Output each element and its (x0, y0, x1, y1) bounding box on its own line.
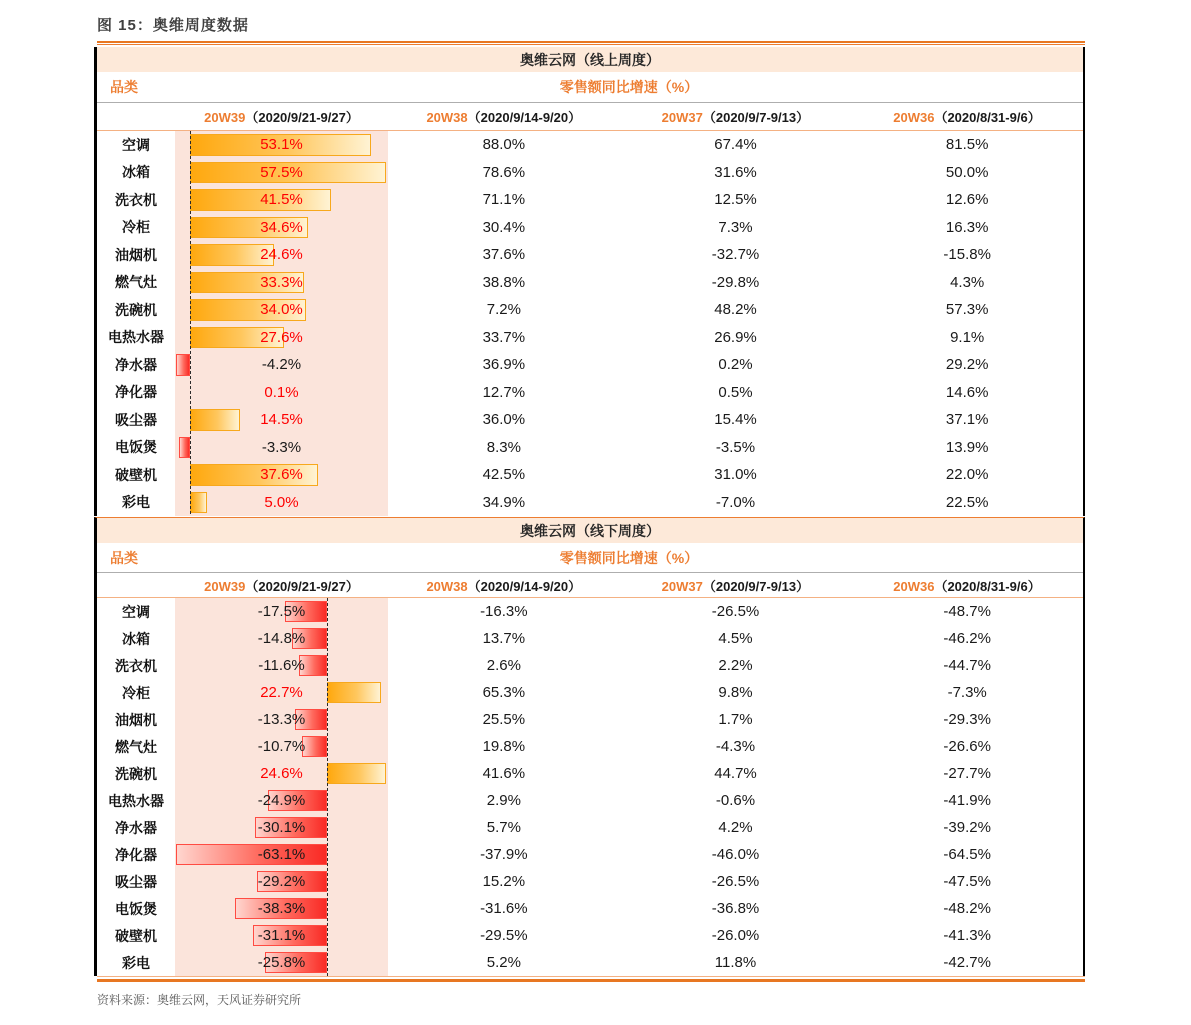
value-cell: 12.6% (945, 191, 989, 209)
value-cell: 4.3% (950, 273, 985, 291)
title-separator-rule (97, 41, 1085, 45)
value-cell: 7.2% (486, 301, 521, 319)
table-row (97, 269, 1083, 297)
category-cell: 油烟机 (115, 711, 157, 728)
bar-cell (175, 787, 388, 814)
value-cell: 30.4% (482, 218, 526, 236)
week-range: （2020/8/31-9/6） (934, 578, 1041, 594)
week-header-cell (175, 576, 388, 595)
week-range: （2020/9/14-9/20） (467, 578, 582, 594)
week-header-row (97, 573, 1083, 597)
value-cell: 2.2% (718, 657, 753, 674)
data-bar (179, 437, 190, 459)
bar-cell (175, 949, 388, 976)
week-range: （2020/9/21-9/27） (245, 578, 359, 594)
week-header-row (97, 103, 1083, 130)
week-header-cell (388, 576, 620, 595)
tables-container (94, 47, 1085, 976)
table-body (97, 131, 1083, 516)
value-cell: 67.4% (714, 136, 757, 154)
data-bar (190, 409, 239, 431)
bar-axis-line (190, 131, 191, 516)
table-row (97, 706, 1083, 733)
value-cell: -26.0% (711, 927, 760, 944)
bar-cell (175, 733, 388, 760)
category-cell: 冰箱 (122, 630, 150, 647)
week-header-cell (175, 107, 388, 126)
bar-value: -38.3% (257, 900, 306, 917)
value-cell: 12.5% (714, 191, 757, 209)
bar-cell (175, 406, 388, 434)
category-cell: 冷柜 (122, 684, 150, 701)
bar-value: 33.3% (260, 273, 303, 291)
bar-value: -4.2% (261, 356, 302, 374)
bar-value: -30.1% (257, 819, 306, 836)
table-title: 奥维云网（线下周度） (97, 518, 1083, 543)
table-row (97, 351, 1083, 379)
table-header-row (97, 72, 1083, 102)
value-cell: 14.6% (945, 383, 989, 401)
week-code: 20W39 (204, 578, 246, 594)
category-cell: 电热水器 (108, 792, 164, 809)
value-cell: 1.7% (718, 711, 753, 728)
category-cell: 洗碗机 (115, 301, 157, 318)
value-cell: 48.2% (714, 301, 757, 319)
table-row (97, 406, 1083, 434)
value-cell: 50.0% (945, 163, 989, 181)
bar-value: -63.1% (257, 846, 306, 863)
value-cell: -46.0% (711, 846, 760, 863)
category-cell: 吸尘器 (115, 873, 157, 890)
value-cell: -0.6% (715, 792, 756, 809)
bar-value: 37.6% (260, 466, 303, 484)
value-cell: -64.5% (943, 846, 991, 863)
bar-cell (175, 598, 388, 625)
category-cell: 空调 (122, 136, 150, 153)
bar-value: -24.9% (257, 792, 306, 809)
value-cell: -29.3% (943, 711, 991, 728)
week-header-cell (620, 107, 852, 126)
category-cell: 洗碗机 (115, 765, 157, 782)
value-cell: 33.7% (482, 328, 526, 346)
bar-value: 0.1% (264, 383, 299, 401)
value-cell: 0.5% (718, 383, 753, 401)
bar-cell (175, 922, 388, 949)
bar-value: -10.7% (257, 738, 306, 755)
bar-cell (175, 652, 388, 679)
table-header-row (97, 543, 1083, 572)
value-cell: -41.3% (943, 927, 991, 944)
value-cell: -32.7% (711, 246, 760, 264)
bar-cell (175, 625, 388, 652)
bar-value: 53.1% (260, 136, 303, 154)
value-cell: 88.0% (482, 136, 526, 154)
table-row (97, 841, 1083, 868)
bar-cell (175, 269, 388, 297)
table-row (97, 733, 1083, 760)
category-header: 品类 (110, 549, 138, 566)
value-cell: -48.2% (943, 900, 991, 917)
bar-cell (175, 489, 388, 517)
data-bar (327, 763, 386, 784)
value-cell: -46.2% (943, 630, 991, 647)
table-title: 奥维云网（线上周度） (97, 47, 1083, 72)
bar-value: -14.8% (257, 630, 306, 647)
metric-header: 零售额同比增速（%） (559, 549, 699, 566)
bar-value: 41.5% (260, 191, 303, 209)
value-cell: -44.7% (943, 657, 991, 674)
separator-thin-line (97, 44, 1085, 45)
bar-value: 24.6% (260, 765, 303, 782)
metric-header: 零售额同比增速（%） (559, 79, 699, 95)
bar-value: 57.5% (260, 163, 303, 181)
category-cell: 破壁机 (115, 927, 157, 944)
value-cell: -16.3% (480, 603, 528, 620)
value-cell: -7.0% (715, 493, 756, 511)
bar-cell (175, 895, 388, 922)
week-header-cell (851, 576, 1083, 595)
value-cell: 12.7% (482, 383, 526, 401)
separator-thick-line (97, 979, 1085, 982)
value-cell: 5.2% (486, 954, 521, 971)
value-cell: 5.7% (486, 819, 521, 836)
value-cell: 11.8% (714, 954, 757, 971)
value-cell: 25.5% (482, 711, 526, 728)
category-cell: 吸尘器 (115, 411, 157, 428)
value-cell: -15.8% (943, 246, 991, 264)
value-cell: 4.5% (718, 630, 753, 647)
bar-cell (175, 760, 388, 787)
category-cell: 洗衣机 (115, 657, 157, 674)
bar-value: 5.0% (264, 493, 299, 511)
week-code: 20W38 (426, 578, 468, 594)
category-cell: 电饭煲 (115, 439, 157, 456)
week-range: （2020/9/14-9/20） (467, 110, 582, 125)
value-cell: -39.2% (943, 819, 991, 836)
value-cell: 37.6% (482, 246, 526, 264)
value-cell: -26.5% (711, 873, 760, 890)
value-cell: 16.3% (945, 218, 989, 236)
value-cell: -37.9% (480, 846, 528, 863)
category-cell: 彩电 (122, 954, 150, 971)
value-cell: 15.2% (482, 873, 526, 890)
table-row (97, 652, 1083, 679)
bar-cell (175, 868, 388, 895)
category-cell: 净水器 (115, 356, 157, 373)
figure-title: 图 15：奥维周度数据 (97, 17, 249, 34)
table-row (97, 214, 1083, 242)
value-cell: -48.7% (943, 603, 991, 620)
value-cell: 2.6% (486, 657, 521, 674)
value-cell: -4.3% (715, 738, 756, 755)
bar-cell (175, 461, 388, 489)
table-row (97, 159, 1083, 187)
value-cell: 29.2% (945, 356, 989, 374)
data-bar (176, 354, 190, 376)
value-cell: 2.9% (486, 792, 521, 809)
week-code: 20W37 (661, 110, 703, 125)
bar-value: 14.5% (260, 411, 303, 429)
table-body (97, 598, 1083, 976)
value-cell: 8.3% (486, 438, 521, 456)
bar-value: 24.6% (260, 246, 303, 264)
bar-cell (175, 814, 388, 841)
value-cell: -29.5% (480, 927, 528, 944)
week-code: 20W36 (893, 110, 935, 125)
bar-cell (175, 706, 388, 733)
value-cell: 81.5% (945, 136, 989, 154)
separator-thin-line (97, 976, 1085, 977)
week-range: （2020/9/7-9/13） (702, 110, 810, 125)
value-cell: 34.9% (482, 493, 526, 511)
value-cell: 37.1% (945, 411, 989, 429)
bar-cell (175, 214, 388, 242)
value-cell: 36.9% (482, 356, 526, 374)
value-cell: 19.8% (482, 738, 526, 755)
value-cell: -29.8% (711, 273, 760, 291)
week-range: （2020/8/31-9/6） (934, 110, 1041, 125)
week-code: 20W38 (426, 110, 468, 125)
bar-value: -13.3% (257, 711, 306, 728)
bar-cell (175, 241, 388, 269)
bar-cell (175, 351, 388, 379)
bar-cell (175, 296, 388, 324)
table-row (97, 461, 1083, 489)
week-range: （2020/9/21-9/27） (245, 110, 359, 125)
bar-cell (175, 379, 388, 407)
table-row (97, 868, 1083, 895)
category-cell: 冷柜 (122, 219, 150, 236)
value-cell: 38.8% (482, 273, 526, 291)
offline-weekly-table (94, 517, 1085, 976)
table-row (97, 186, 1083, 214)
data-bar (302, 736, 328, 757)
value-cell: -26.6% (943, 738, 991, 755)
bar-value: -25.8% (257, 954, 306, 971)
value-cell: 7.3% (718, 218, 753, 236)
week-code: 20W39 (204, 110, 246, 125)
table-row (97, 679, 1083, 706)
value-cell: 41.6% (482, 765, 526, 782)
bar-cell (175, 131, 388, 159)
value-cell: 13.9% (945, 438, 989, 456)
value-cell: -31.6% (480, 900, 528, 917)
bar-cell (175, 186, 388, 214)
category-cell: 油烟机 (115, 246, 157, 263)
value-cell: 9.8% (718, 684, 753, 701)
table-row (97, 241, 1083, 269)
value-cell: -26.5% (711, 603, 760, 620)
bar-axis-line (327, 598, 328, 976)
value-cell: -7.3% (947, 684, 987, 701)
value-cell: 15.4% (714, 411, 757, 429)
category-cell: 燃气灶 (115, 738, 157, 755)
table-row (97, 949, 1083, 976)
category-cell: 电饭煲 (115, 900, 157, 917)
value-cell: 22.5% (945, 493, 989, 511)
value-cell: 65.3% (482, 684, 526, 701)
value-cell: 26.9% (714, 328, 757, 346)
bar-value: -29.2% (257, 873, 306, 890)
bar-value: -31.1% (257, 927, 306, 944)
bar-cell (175, 679, 388, 706)
bar-value: 27.6% (260, 328, 303, 346)
table-row (97, 296, 1083, 324)
bar-value: -3.3% (261, 438, 302, 456)
separator-thick-line (97, 41, 1085, 43)
bar-cell (175, 841, 388, 868)
bar-value: -11.6% (258, 657, 305, 674)
category-cell: 洗衣机 (115, 191, 157, 208)
value-cell: 78.6% (482, 163, 526, 181)
category-cell: 空调 (122, 603, 150, 620)
category-cell: 净化器 (115, 384, 157, 401)
source-note: 资料来源：奥维云网，天风证券研究所 (97, 993, 302, 1007)
category-cell: 彩电 (122, 494, 150, 511)
value-cell: 42.5% (482, 466, 526, 484)
category-cell: 破壁机 (115, 466, 157, 483)
value-cell: 31.0% (714, 466, 757, 484)
week-code: 20W37 (661, 578, 703, 594)
week-header-cell (388, 107, 620, 126)
table-row (97, 598, 1083, 625)
value-cell: 0.2% (718, 356, 753, 374)
table-row (97, 787, 1083, 814)
week-header-cell (620, 576, 852, 595)
value-cell: -42.7% (943, 954, 991, 971)
table-row (97, 895, 1083, 922)
table-row (97, 324, 1083, 352)
value-cell: 44.7% (714, 765, 757, 782)
value-cell: 22.0% (945, 466, 989, 484)
value-cell: -47.5% (943, 873, 991, 890)
value-cell: 9.1% (950, 328, 985, 346)
week-header-cell (851, 107, 1083, 126)
table-row (97, 922, 1083, 949)
value-cell: -36.8% (711, 900, 760, 917)
category-cell: 净化器 (115, 846, 157, 863)
value-cell: -3.5% (715, 438, 756, 456)
data-bar (327, 682, 381, 703)
table-row (97, 625, 1083, 652)
table-row (97, 489, 1083, 517)
table-row (97, 814, 1083, 841)
bar-cell (175, 159, 388, 187)
bar-cell (175, 434, 388, 462)
category-cell: 电热水器 (108, 329, 164, 346)
bar-value: 22.7% (260, 684, 303, 701)
category-cell: 净水器 (115, 819, 157, 836)
bar-value: 34.6% (260, 218, 303, 236)
value-cell: 4.2% (718, 819, 753, 836)
value-cell: 31.6% (714, 163, 757, 181)
category-cell: 燃气灶 (115, 274, 157, 291)
bar-value: -17.5% (257, 603, 306, 620)
value-cell: -27.7% (943, 765, 991, 782)
value-cell: 71.1% (482, 191, 526, 209)
category-cell: 冰箱 (122, 164, 150, 181)
table-row (97, 434, 1083, 462)
value-cell: 13.7% (482, 630, 526, 647)
bottom-separator-rule (97, 976, 1085, 982)
value-cell: -41.9% (943, 792, 991, 809)
value-cell: 36.0% (482, 411, 526, 429)
table-row (97, 379, 1083, 407)
bar-cell (175, 324, 388, 352)
category-header: 品类 (110, 79, 138, 95)
week-range: （2020/9/7-9/13） (702, 578, 810, 594)
table-row (97, 131, 1083, 159)
week-code: 20W36 (893, 578, 935, 594)
online-weekly-table (94, 47, 1085, 516)
bar-value: 34.0% (260, 301, 303, 319)
table-row (97, 760, 1083, 787)
value-cell: 57.3% (945, 301, 989, 319)
data-bar (190, 492, 207, 514)
